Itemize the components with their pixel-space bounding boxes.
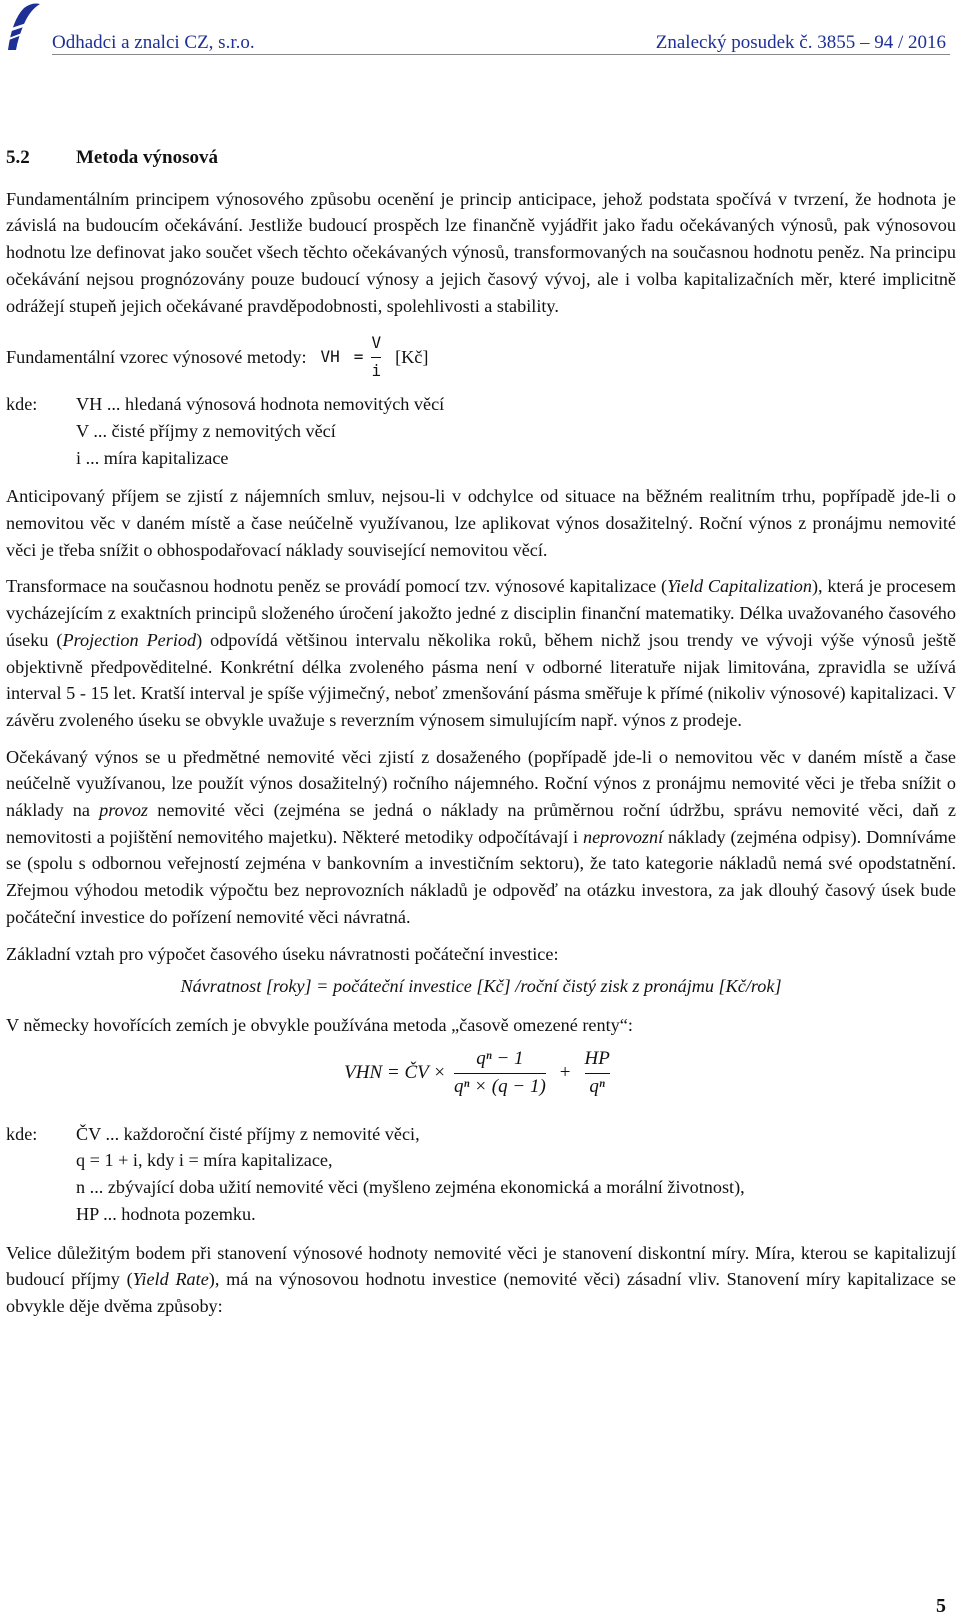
formula-basic	[6, 329, 956, 385]
definition-item: HP ... hodnota pozemku.	[76, 1203, 256, 1224]
definitions-vhn	[6, 1121, 956, 1228]
paragraph-payback-intro: Základní vztah pro výpočet časového úseku návratnosti počáteční investice:	[6, 943, 559, 964]
paragraph-transformation: Transformace na současnou hodnotu peněz se provádí pomocí tzv. výnosové kapitalizace (Yield Capitalization), která je procesem vycházejícím z exaktních principů složeného úročení jakožto jedné z disciplin finanční matematiky. Délka uvažovaného časového úseku (Projection Period) odpovídá většinou intervalu několika roků, během nichž jsou trendy ve vývoji výše výnosů ještě objektivně předpověditelné. Konkrétní délka zvoleného pásma není v odborné literatuře nijak limitována, zpravidla se užívá interval 5 - 15 let. Kratší interval je spíše výjimečný, neboť zmenšování pásma směřuje k přímé (nikoliv výnosové) kapitalizaci. V závěru zvoleného úseku se obvykle uvažuje s reverzním výnosem simulujícím např. výnos z prodeje.	[6, 576, 957, 730]
definitions-basic	[6, 391, 956, 471]
section-title: Metoda výnosová	[76, 147, 218, 168]
definitions-key: kde:	[6, 1123, 38, 1144]
paragraph-german-method: V německy hovořících zemích je obvykle používána metoda „časově omezené renty“:	[6, 1014, 633, 1035]
formula-lhs: VH	[320, 346, 340, 366]
formula-denominator: i	[371, 360, 382, 380]
formula-payback: Návratnost [roky] = počáteční investice [Kč] /roční čistý zisk z pronájmu [Kč/rok]	[180, 976, 782, 997]
formula-vhn-fraction-1: $\frac{\text{qⁿ − 1}}{\text{qⁿ × (q − 1)}}$	[454, 1048, 546, 1098]
paragraph-intro: Fundamentálním principem výnosového způsobu ocenění je princip anticipace, jehož podstata spočívá v tvrzení, že hodnota je závislá na budoucím očekávání. Jestliže budoucí prospěch lze finančně vyjádřit jako řadu očekávaných výnosů, pak výnosovou hodnotu lze definovat jako součet všech těchto očekávaných výnosů, transformovaných na současnou hodnotu peněz. Na principu očekávání nejsou prognózovány pouze budoucí výnosy a jejich časový vývoj, ale i volba kapitalizačních měr, které implicitně odrážejí stupeň jejich očekávané pravděpodobnosti, spolehlivosti a stability.	[6, 188, 956, 316]
formula-vhn-fraction-2: $\frac{HP}{\text{qⁿ}}$	[584, 1048, 610, 1098]
definition-item: i ... míra kapitalizace	[76, 447, 229, 468]
formula-fraction	[371, 330, 381, 384]
definition-item: n ... zbývající doba užití nemovité věci (myšleno zejména ekonomická a morální životnost),	[76, 1177, 745, 1198]
formula-numerator: V	[371, 333, 382, 353]
company-logo-icon	[2, 0, 42, 52]
definition-item: V ... čisté příjmy z nemovitých věcí	[76, 420, 336, 441]
section-number: 5.2	[6, 147, 30, 168]
paragraph-discount-rate: Velice důležitým bodem při stanovení výnosové hodnoty nemovité věci je stanovení diskontní míry. Míra, kterou se kapitalizují budoucí příjmy (Yield Rate), má na výnosovou hodnotu investice (nemovité věci) zásadní vliv. Stanovení míry kapitalizace se obvykle děje dvěma způsoby:	[6, 1242, 956, 1316]
formula-equals: =	[353, 346, 364, 366]
formula-vhn-plus: +	[559, 1062, 571, 1084]
formula-label: Fundamentální vzorec výnosové metody:	[6, 346, 307, 367]
definition-item: q = 1 + i, kdy i = míra kapitalizace,	[76, 1150, 333, 1171]
document-body	[6, 145, 956, 1330]
definition-item: VH ... hledaná výnosová hodnota nemovitých věcí	[76, 394, 445, 415]
paragraph-anticipated-income: Anticipovaný příjem se zjistí z nájemních smluv, nejsou-li v odchylce od situace na běžném realitním trhu, popřípadě jde-li o nemovitou věc v daném místě a čase neúčelně využívanou, lze aplikovat výnos dosažitelný. Roční výnos z pronájmu nemovité věci je třeba snížit o obhospodařovací náklady související nemovitou věcí.	[6, 486, 956, 560]
company-name: Odhadci a znalci CZ, s.r.o.	[52, 32, 255, 53]
formula-unit: [Kč]	[395, 346, 429, 367]
page-header	[0, 0, 960, 56]
paragraph-expected-yield: Očekávaný výnos se u předmětné nemovité věci zjistí z dosaženého (popřípadě jde-li o nemovitou věc v daném místě a čase neúčelně využívanou, lze použít výnos dosažitelný) ročního nájemného. Roční výnos z pronájmu nemovité věci je třeba snížit o náklady na provoz nemovité věci (zejména se jedná o náklady na průměrnou roční údržbu, správu nemovité věci, daň z nemovitosti a pojištění nemovitého majetku). Některé metodiky odpočítávají i neprovozní náklady (zejména odpisy). Domníváme se (spolu s odbornou veřejností zejména v bankovním a investičním sektoru), že tato kategorie nákladů nemá své opodstatnění. Zřejmou výhodou metodik výpočtu bez neprovozních nákladů je odpověď na otázku investora, za jak dlouhý časový úsek bude počáteční investice do pořízení nemovité věci návratná.	[6, 746, 956, 927]
section-heading	[6, 145, 956, 172]
definition-item: ČV ... každoroční čisté příjmy z nemovité věci,	[76, 1123, 420, 1144]
formula-vhn	[6, 1043, 956, 1105]
header-divider	[52, 54, 950, 55]
page-number: 5	[936, 1595, 946, 1617]
formula-vhn-lhs: VHN = ČV ×	[344, 1062, 446, 1084]
definitions-key: kde:	[6, 394, 38, 415]
report-number: Znalecký posudek č. 3855 – 94 / 2016	[655, 32, 946, 53]
